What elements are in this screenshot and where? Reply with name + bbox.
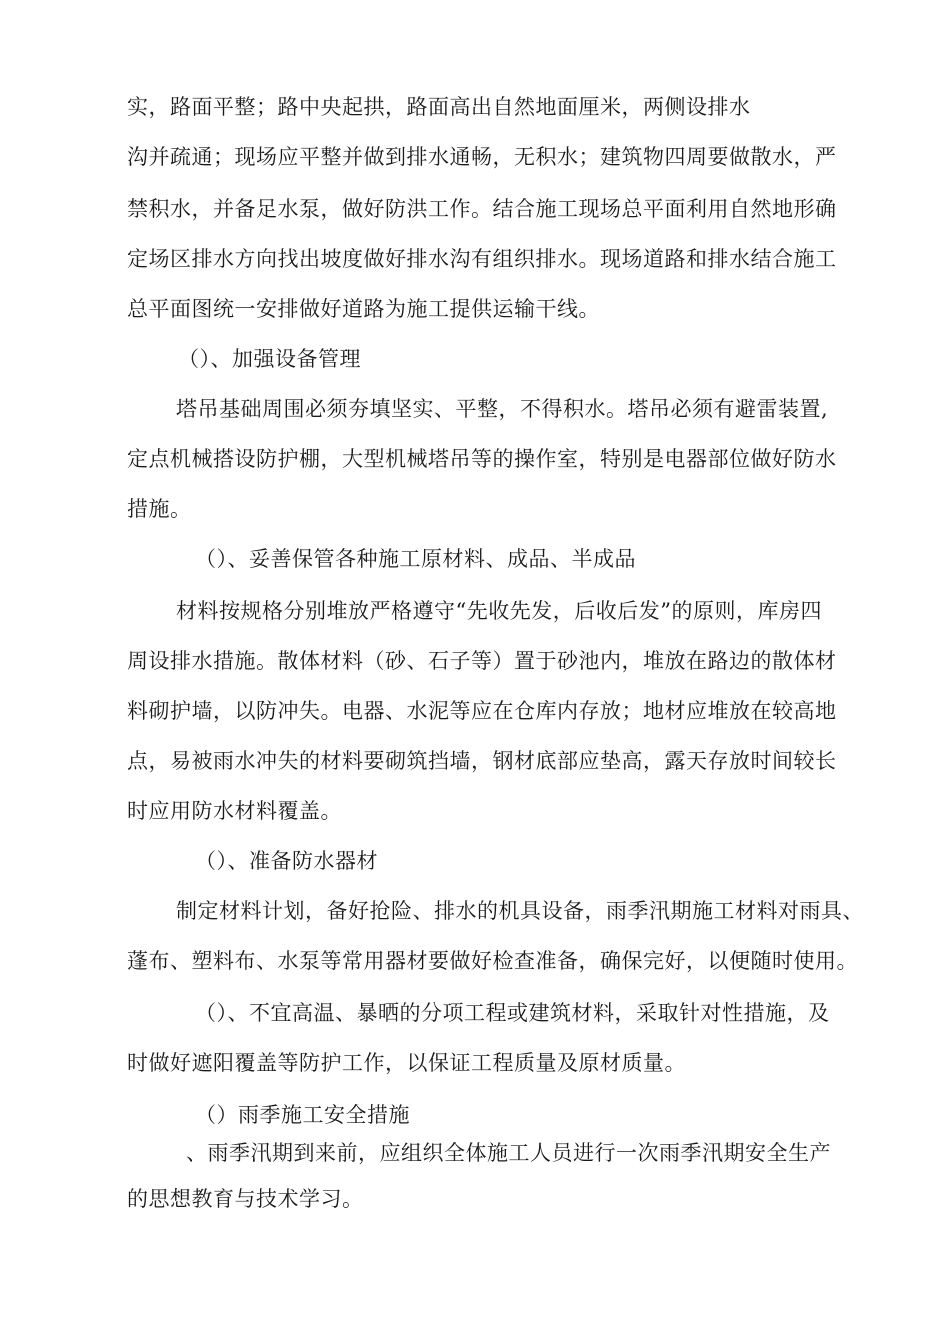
body-text-line: 时做好遮阳覆盖等防护工作，以保证工程质量及原材质量。 <box>127 1051 686 1075</box>
section-heading: （）、加强设备管理 <box>178 347 361 371</box>
body-text-line: 、雨季汛期到来前，应组织全体施工人员进行一次雨季汛期安全生产 <box>186 1141 831 1165</box>
body-text-line: 总平面图统一安排做好道路为施工提供运输干线。 <box>127 297 600 321</box>
body-text-line: 沟并疏通；现场应平整并做到排水通畅，无积水；建筑物四周要做散水，严 <box>127 145 837 169</box>
body-text-line: 材料按规格分别堆放严格遵守“先收先发，后收后发”的原则，库房四 <box>176 599 822 623</box>
section-heading: （）、妥善保管各种施工原材料、成品、半成品 <box>195 547 636 571</box>
body-text-line: 禁积水，并备足水泵，做好防洪工作。结合施工现场总平面利用自然地形确 <box>127 197 837 221</box>
body-text-line: 的思想教育与技术学习。 <box>127 1187 364 1211</box>
body-text-line: 定场区排水方向找出坡度做好排水沟有组织排水。现场道路和排水结合施工 <box>127 247 837 271</box>
body-text-line: 塔吊基础周围必须夯填坚实、平整，不得积水。塔吊必须有避雷装置, <box>176 397 829 421</box>
body-text-line: 制定材料计划，备好抢险、排水的机具设备，雨季汛期施工材料对雨具、 <box>176 899 864 923</box>
section-heading: （）雨季施工安全措施 <box>195 1103 410 1127</box>
body-text-line: 料砌护墙，以防冲失。电器、水泥等应在仓库内存放；地材应堆放在较高地 <box>127 699 837 723</box>
body-text-line: 措施。 <box>127 497 192 521</box>
body-text-line: 实，路面平整；路中央起拱，路面高出自然地面厘米，两侧设排水 <box>127 95 751 119</box>
body-text-line: 点，易被雨水冲失的材料要砌筑挡墙，钢材底部应垫高，露天存放时间较长 <box>127 749 837 773</box>
section-heading: （）、准备防水器材 <box>195 849 378 873</box>
body-text-line: 时应用防水材料覆盖。 <box>127 799 342 823</box>
section-heading: （）、不宜高温、暴晒的分项工程或建筑材料，采取针对性措施，及 <box>195 1001 830 1025</box>
body-text-line: 蓬布、塑料布、水泵等常用器材要做好检查准备，确保完好，以便随时使用。 <box>127 949 858 973</box>
body-text-line: 周设排水措施。散体材料（砂、石子等）置于砂池内，堆放在路边的散体材 <box>127 649 837 673</box>
body-text-line: 定点机械搭设防护棚，大型机械塔吊等的操作室，特别是电器部位做好防水 <box>127 447 837 471</box>
